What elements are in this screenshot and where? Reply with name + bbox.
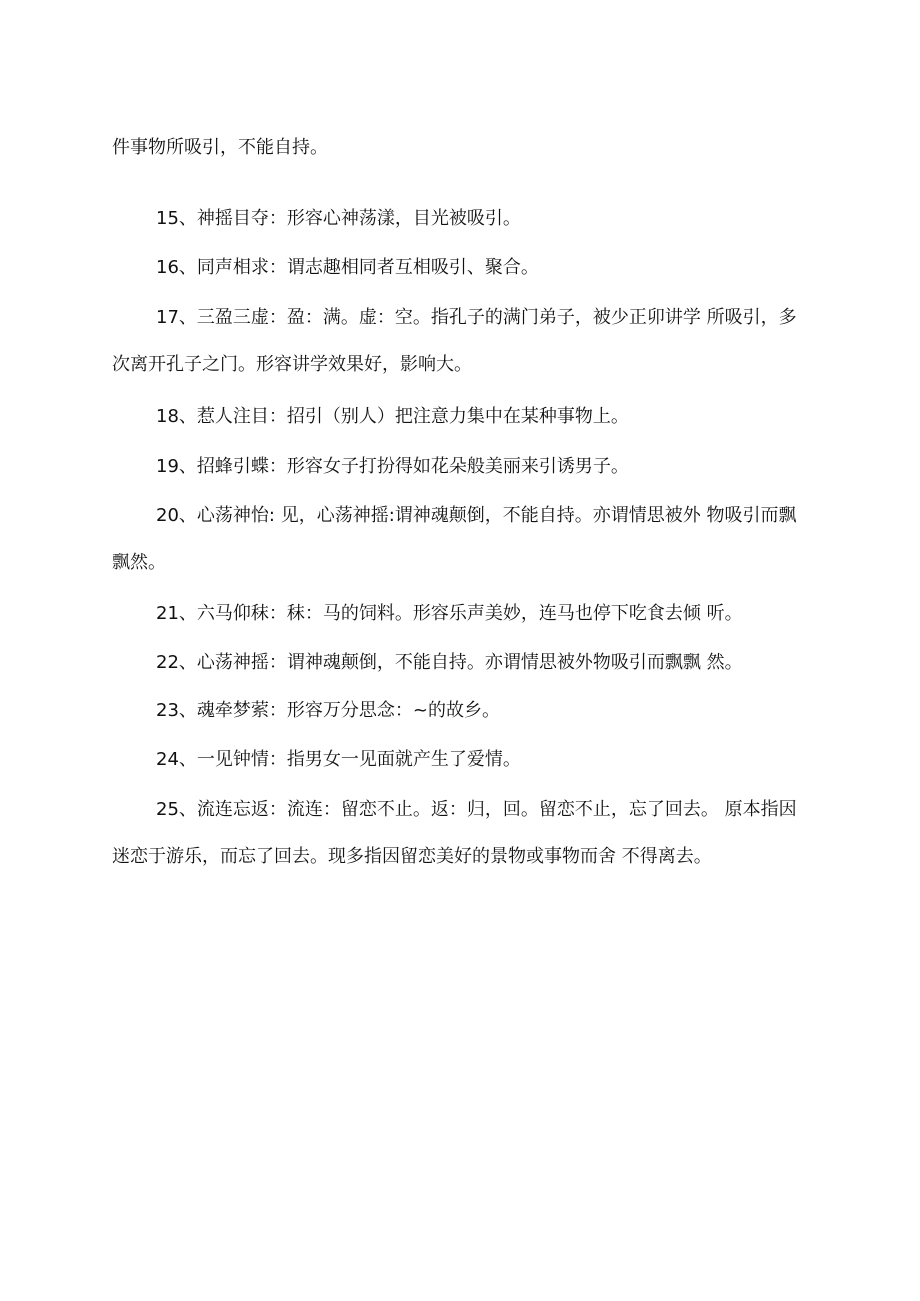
- paragraph-item-15: 15、神摇目夺：形容心神荡漾，目光被吸引。: [156, 208, 521, 229]
- paragraph-item-20: 20、心荡神怡: 见，心荡神摇:谓神魂颠倒，不能自持。亦谓情思被外 物吸引而飘飘然。: [112, 505, 797, 573]
- paragraph-item-17: 17、三盈三虚：盈：满。虚：空。指孔子的满门弟子，被少正卯讲学 所吸引，多次离开孔子之门。形容讲学效果好，影响大。: [112, 307, 797, 375]
- paragraph-item-18: 18、惹人注目：招引（别人）把注意力集中在某种事物上。: [156, 406, 629, 427]
- paragraph-continuation: 件事物所吸引，不能自持。: [112, 137, 328, 158]
- paragraph-item-22: 22、心荡神摇：谓神魂颠倒，不能自持。亦谓情思被外物吸引而飘飘 然。: [156, 652, 743, 673]
- paragraph-item-25: 25、流连忘返：流连：留恋不止。返：归，回。留恋不止，忘了回去。 原本指因迷恋于游乐，而忘了回去。现多指因留恋美好的景物或事物而舍 不得离去。: [112, 799, 797, 867]
- paragraph-item-21: 21、六马仰秣：秣：马的饲料。形容乐声美妙，连马也停下吃食去倾 听。: [156, 603, 743, 624]
- paragraph-item-16: 16、同声相求：谓志趣相同者互相吸引、聚合。: [156, 257, 539, 278]
- paragraph-item-24: 24、一见钟情：指男女一见面就产生了爱情。: [156, 749, 521, 770]
- paragraph-item-19: 19、招蜂引蝶：形容女子打扮得如花朵般美丽来引诱男子。: [156, 456, 629, 477]
- paragraph-item-23: 23、魂牵梦萦：形容万分思念：~的故乡。: [156, 700, 500, 721]
